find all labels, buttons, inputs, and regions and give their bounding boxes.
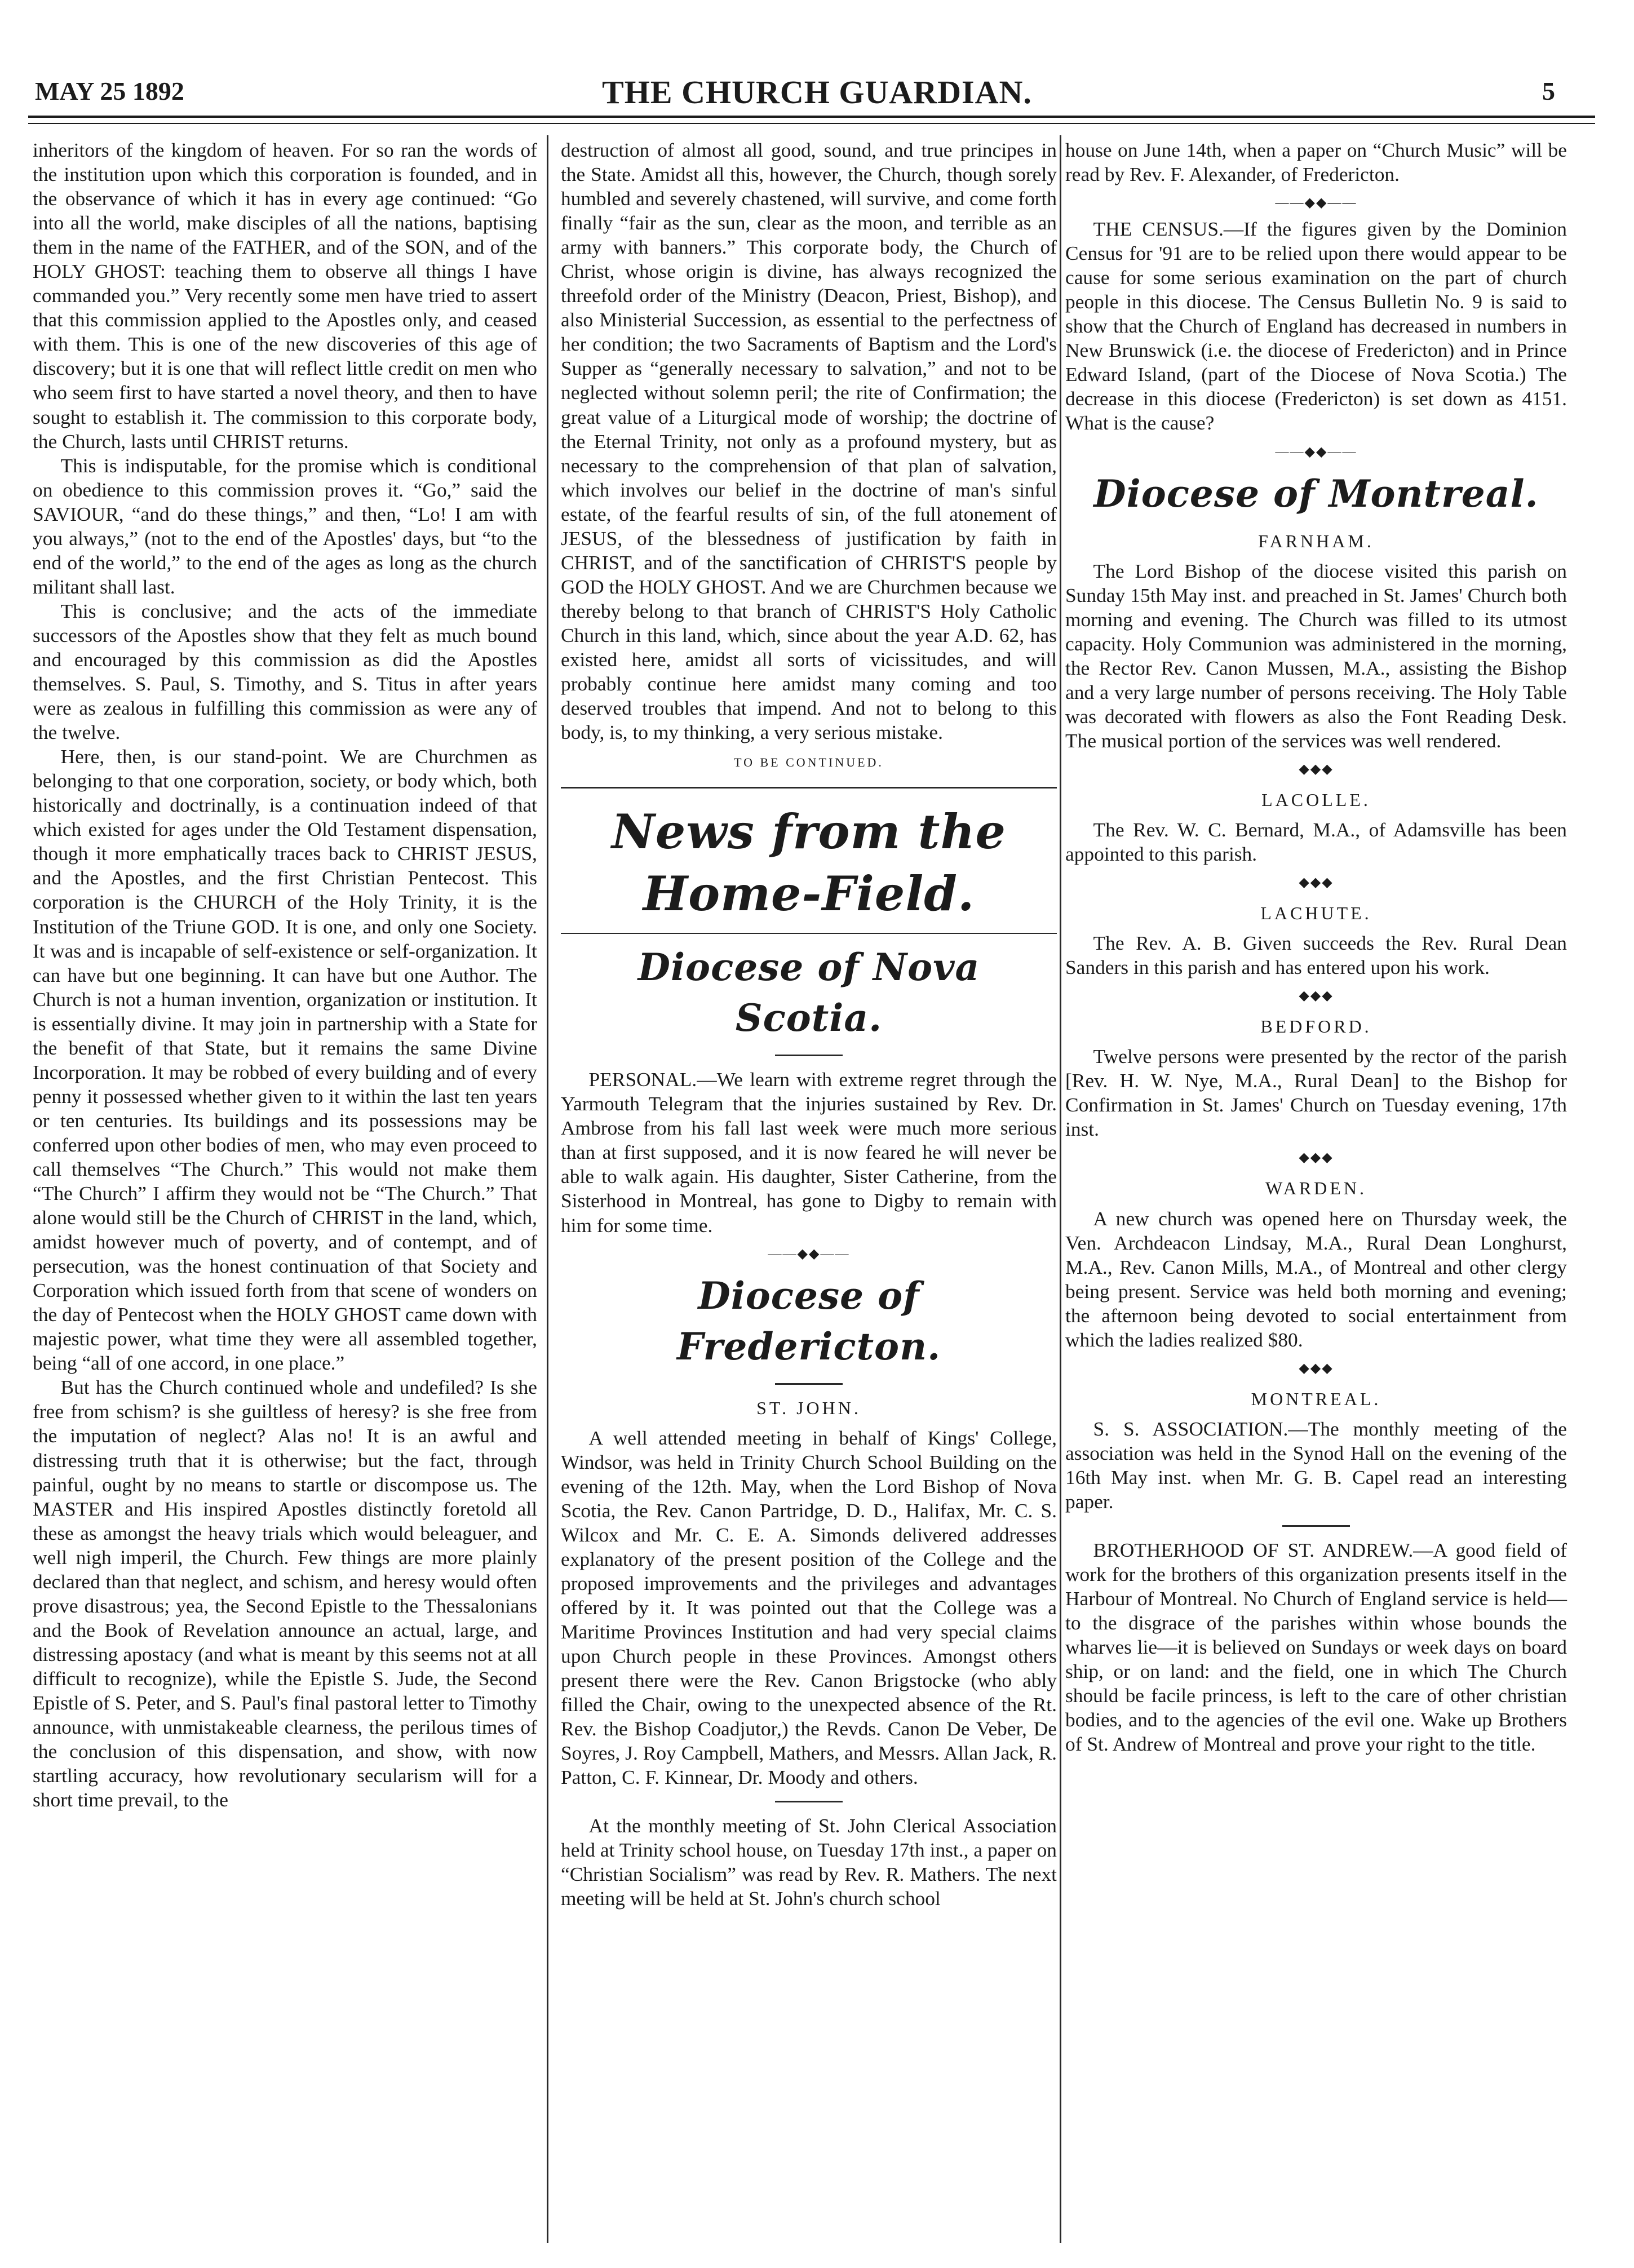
article-paragraph: inheritors of the kingdom of heaven. For so ran the words of the institution upon which this corporation is founded, and in the observance of which it has in every age continued: “Go into all the world, make disciples of all the nations, baptising them in the name of the FATHER, and of the SON, and of the HOLY GHOST: teaching them to observe all things I have commanded you.” Very recently some men have tried to assert that this commission applied to the Apostles only, and ceased with them. This is one of the new discoveries of this age of discovery; but it is one that will reflect little credit on men who who seem first to have started a novel theory, and then to have sought to establish it. The commission to this corporate body, the Church, lasts until CHRIST returns.	[33, 139, 537, 453]
place-heading: WARDEN.	[1265, 1178, 1367, 1199]
news-item: Twelve persons were presented by the rector of the parish [Rev. H. W. Nye, M.A., Rural Dean] to the Bishop for Confirmation in St. James' Church on Tuesday evening, 17th inst.	[1065, 1045, 1567, 1141]
diocese-heading-fredericton: Diocese of Fredericton.	[676, 1273, 941, 1368]
news-item: A well attended meeting in behalf of Kings' College, Windsor, was held in Trinity Church School Building on the evening of the 12th. May, when the Lord Bishop of Nova Scotia, the Rev. Canon Partridge, D. D., Halifax, Mr. C. S. Wilcox and Mr. C. E. A. Simonds delivered addresses explanatory of the present position of the College and the proposed improvements and the privileges and advantages offered by it. It was pointed out that the College was a Maritime Provinces Institution and had very special claims upon Church people in these Provinces. Amongst others present there were the Rev. Canon Brigstocke (who ably filled the Chair, owing to the unexpected absence of the Rt. Rev. the Bishop Coadjutor,) the Revds. Canon De Veber, De Soyres, J. Roy Campbell, Mathers, and Messrs. Allan Jack, R. Patton, C. F. Kinnear, Dr. Moody and others.	[561, 1426, 1057, 1789]
column-3	[1065, 138, 1567, 2246]
short-rule	[1282, 1525, 1350, 1527]
place-heading: FARNHAM.	[1258, 530, 1374, 551]
short-rule	[775, 1383, 843, 1385]
news-item: The Lord Bishop of the diocese visited this parish on Sunday 15th May inst. and preached in St. James' Church both morning and evening. The Church was filled to its utmost capacity. Holy Communion was administered in the morning, the Rector Rev. Canon Mussen, M.A., assisting the Bishop and a very large number of persons receiving. The Holy Table was decorated with flowers as also the Font Reading Desk. The musical portion of the services was well rendered.	[1065, 559, 1567, 752]
ornament-dots: ◆◆◆	[1299, 989, 1334, 1004]
newspaper-title: THE CHURCH GUARDIAN.	[602, 74, 1032, 110]
place-heading: LACOLLE.	[1261, 789, 1371, 810]
page-header	[0, 0, 1634, 113]
item-lead: THE CENSUS.	[1093, 218, 1224, 241]
place-heading: LACHUTE.	[1260, 903, 1372, 924]
short-rule	[775, 1055, 843, 1056]
header-rule	[28, 116, 1595, 118]
ornament-dots: ◆◆◆	[1299, 1150, 1334, 1166]
article-paragraph: But has the Church continued whole and undefiled? Is she free from schism? is she guiltless of heresy? is she free from the imputation of neglect? Alas no! It is an awful and distressing truth that it is otherwise; but the fact, through painful, ought by no means to startle or discompose us. The MASTER and His inspired Apostles distinctly foretold all these as amongst the heavy trials which would beleaguer, and well nigh imperil, the Church. Few things are more plainly declared than that neglect, and schism, and heresy would often prove disastrous; yea, the Second Epistle to the Thessalonians and the Book of Revelation announce an actual, large, and distressing apostacy (and what is meant by this seems not at all difficult to recognize), while the Epistle S. Jude, the Second Epistle of S. Peter, and S. Paul's final pastoral letter to Timothy announce, with unmistakeable clearness, the perilous times of the conclusion of this dispensation, and show, with now startling accuracy, how revolutionary secularism will for a short time prevail, to the	[33, 1376, 537, 1811]
diocese-heading-nova-scotia: Diocese of Nova Scotia.	[637, 945, 980, 1040]
ornament-dots: ◆◆◆	[1299, 875, 1334, 891]
item-lead: PERSONAL.	[588, 1068, 697, 1091]
header-rule-thin	[28, 123, 1595, 124]
column-2	[561, 138, 1057, 2246]
page-number: 5	[1542, 77, 1555, 105]
news-item	[1065, 217, 1567, 435]
ornament-dots: ◆◆◆	[1299, 761, 1334, 777]
news-item: The Rev. A. B. Given succeeds the Rev. Rural Dean Sanders in this parish and has entered upon his work.	[1065, 932, 1567, 979]
column-divider	[1060, 135, 1061, 2243]
short-rule	[775, 1801, 843, 1802]
news-heading: News from the Home-Field.	[612, 804, 1006, 922]
place-heading: ST. JOHN.	[756, 1397, 861, 1418]
article-paragraph: This is indisputable, for the promise which is conditional on obedience to this commission proves it. “Go,” said the SAVIOUR, “and do these things,” and then, “Lo! I am with you always,” (not to the end of the Apostles' days, but “to the end of the world,” to the end of the ages as long as the church militant shall last.	[33, 454, 537, 598]
place-heading: MONTREAL.	[1251, 1388, 1381, 1409]
news-item: The Rev. W. C. Bernard, M.A., of Adamsville has been appointed to this parish.	[1065, 818, 1567, 866]
item-body: —A good field of work for the brothers of this organization presents itself in the Harbour of Montreal. No Church of England service is held—to the disgrace of the parishes within whose bounds the wharves lie—it is believed on Sundays or week days on board ship, or on land: and the field, one in which The Church should be facile princess, is left to the care of other christian bodies, and to the agencies of the evil one. Wake up Brothers of St. Andrew of Montreal and prove your right to the title.	[1065, 1539, 1567, 1756]
issue-date: MAY 25 1892	[35, 77, 184, 105]
news-item	[561, 1067, 1057, 1237]
to-be-continued: TO BE CONTINUED.	[734, 755, 884, 770]
section-rule	[561, 933, 1057, 934]
column-divider	[547, 135, 548, 2243]
news-item: house on June 14th, when a paper on “Church Music” will be read by Rev. F. Alexander, of Fredericton.	[1065, 139, 1567, 186]
section-rule	[561, 787, 1057, 789]
ornament-rule: ——◆◆——	[1275, 444, 1357, 459]
news-item	[1065, 1538, 1567, 1756]
news-item: At the monthly meeting of St. John Clerical Association held at Trinity school house, on Tuesday 17th inst., a paper on “Christian Socialism” was read by Rev. R. Mathers. The next meeting will be held at St. John's church school	[561, 1814, 1057, 1910]
place-heading: BEDFORD.	[1260, 1016, 1372, 1037]
news-item: A new church was opened here on Thursday week, the Ven. Archdeacon Lindsay, M.A., Rural Dean Longhurst, M.A., Rev. Canon Mills, M.A., of Montreal and other clergy being present. Service was held both morning and evening; the afternoon being devoted to social entertainment from which the ladies realized $80.	[1065, 1207, 1567, 1351]
item-lead: S. S. ASSOCIATION.	[1093, 1417, 1288, 1440]
news-item	[1065, 1417, 1567, 1514]
item-body: —If the figures given by the Dominion Census for '91 are to be relied upon there would appear to be cause for some serious examination on the part of church people in this diocese. The Census Bulletin No. 9 is said to show that the Church of England has decreased in numbers in New Brunswick (i.e. the diocese of Fredericton) and in Prince Edward Island, (part of the Diocese of Nova Scotia.) The decrease in this diocese (Fredericton) is set down as 4151. What is the cause?	[1065, 218, 1567, 435]
item-body: —We learn with extreme regret through the Yarmouth Telegram that the injuries sustained by Rev. Dr. Ambrose from his fall last week were much more serious than at first supposed, and it is now feared he will never be able to walk again. His daughter, Sister Catherine, from the Sisterhood in Montreal, has gone to Digby to remain with him for some time.	[561, 1068, 1057, 1237]
column-1	[33, 138, 537, 2246]
item-body: —The monthly meeting of the association was held in the Synod Hall on the evening of the 16th May inst. when Mr. G. B. Capel read an interesting paper.	[1065, 1417, 1567, 1513]
ornament-rule: ——◆◆——	[768, 1246, 850, 1261]
article-paragraph: Here, then, is our stand-point. We are Churchmen as belonging to that one corporation, society, or body which, both historically and doctrinally, is a continuation indeed of that which existed for ages under the Old Testament dispensation, though it more emphatically traces back to CHRIST JESUS, and the Apostles, and the first Christian Pentecost. This corporation is the CHURCH of the Holy Trinity, it is the Institution of the Triune GOD. It is one, and only one Society. It was and is incapable of self-existence or self-organization. It can have but one beginning. It can have but one Author. The Church is not a human invention, organization or institution. It is essentially divine. It may join in partnership with a State for the benefit of that State, but it remains the same Divine Incorporation. It may be robbed of every building and of every penny it possessed whether given to it within the last ten years or ten centuries. Its buildings and its possessions may be conferred upon other bodies of men, who may even proceed to call themselves “The Church.” This would not make them “The Church” I affirm they would not be “The Church.” That alone would still be the Church of CHRIST in the land, which, amidst however much of poverty, and of contempt, and of persecution, was the honest continuation of that Society and Corporation which issued forth from that scene of wonders on the day of Pentecost when the HOLY GHOST came down with majestic power, what time they were all assembled together, being “all of one accord, in one place.”	[33, 745, 537, 1375]
article-paragraph: This is conclusive; and the acts of the immediate successors of the Apostles show that they felt as much bound and encouraged by this commission as did the Apostles themselves. S. Paul, S. Timothy, and S. Titus in after years were as zealous in fulfilling this commission as were any of the twelve.	[33, 599, 537, 744]
diocese-heading-montreal: Diocese of Montreal.	[1093, 471, 1539, 516]
article-paragraph: destruction of almost all good, sound, and true principes in the State. Amidst all this, however, the Church, though sorely humbled and severely chastened, will survive, and come forth finally “fair as the sun, clear as the moon, and terrible as an army with banners.” This corporate body, the Church of Christ, whose origin is divine, has always recognized the threefold order of the Ministry (Deacon, Priest, Bishop), and also Ministerial Succession, as essential to the perfectness of her condition; the two Sacraments of Baptism and the Lord's Supper as “generally necessary to salvation,” and not to be neglected without solemn peril; the rite of Confirmation; the great value of a Liturgical mode of worship; the doctrine of the Eternal Trinity, not only as a profound mystery, but as necessary to the comprehension of that plan of salvation, which involves our belief in the doctrine of man's sinful estate, of the fearful results of sin, of the full atonement of JESUS, of the blessedness of justification by faith in CHRIST, and of the sanctification of CHRIST'S people by GOD the HOLY GHOST. And we are Churchmen because we thereby belong to that branch of CHRIST'S Holy Catholic Church in this land, which, since about the year A.D. 62, has existed here, amidst all sorts of vicissitudes, and will probably continue here amidst many coming and too deserved troubles that impend. And not to belong to this body, is, to my thinking, a very serious mistake.	[561, 139, 1057, 744]
item-lead: BROTHERHOOD OF ST. ANDREW.	[1093, 1539, 1414, 1562]
ornament-rule: ——◆◆——	[1275, 196, 1357, 211]
ornament-dots: ◆◆◆	[1299, 1361, 1334, 1376]
